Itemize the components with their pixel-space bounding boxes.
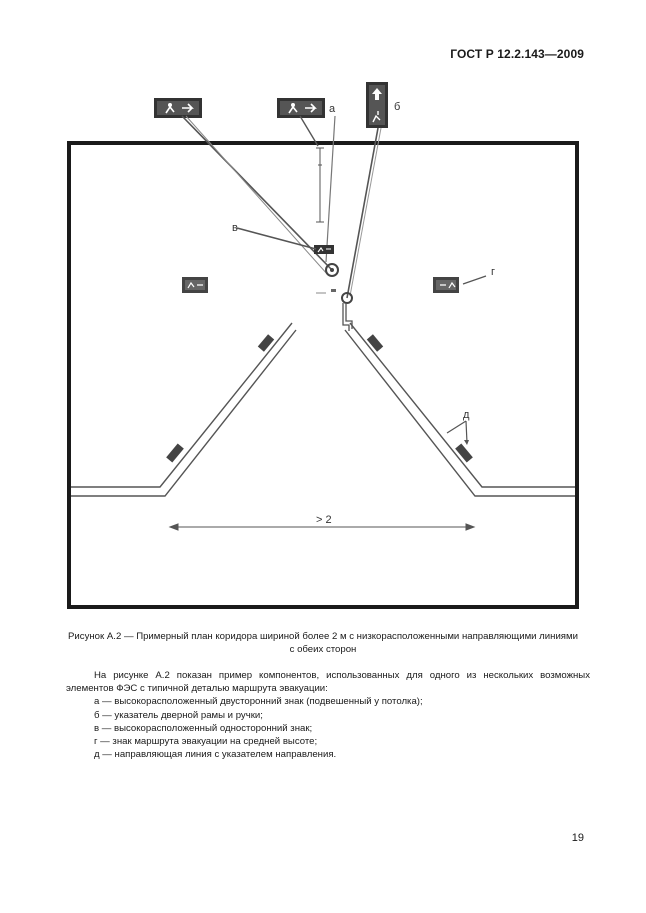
page-number: 19 <box>571 832 584 844</box>
guide-indicator-right-lower <box>455 444 473 463</box>
one-sided-sign <box>314 245 334 254</box>
label-a: а <box>329 103 336 115</box>
list-item: в — высокорасположенный односторонний знак; <box>94 722 313 734</box>
corridor-frame <box>69 143 577 607</box>
height-indicator <box>316 148 324 222</box>
list-item: д — направляющая линия с указателем направления. <box>94 749 337 761</box>
list-item: б — указатель дверной рамы и ручки; <box>94 709 263 721</box>
label-g: г <box>491 266 496 278</box>
guide-indicator-right-upper <box>367 334 383 351</box>
body-intro: На рисунке А.2 показан пример компонентов, использованных для одного из нескольких возможных элементов ФЭС с типичной деталью маршрута эвакуации: <box>66 670 590 695</box>
standard-code: ГОСТ Р 12.2.143—2009 <box>450 47 584 61</box>
mid-height-sign-right <box>433 277 459 293</box>
mid-height-sign-left <box>182 277 208 293</box>
label-b: б <box>394 101 401 113</box>
door-frame-sign <box>366 82 388 128</box>
label-d: д <box>463 409 470 421</box>
body-text <box>66 669 590 761</box>
label-v: в <box>232 222 238 234</box>
figure-caption: Рисунок А.2 — Примерный план коридора шириной более 2 м с низкорасположенными направляющими линиями с обеих сторон <box>68 631 578 655</box>
label-width: > 2 <box>316 514 332 526</box>
exit-sign-left <box>154 98 202 118</box>
exit-sign-double <box>277 98 325 118</box>
list-item: г — знак маршрута эвакуации на средней высоте; <box>94 736 318 748</box>
list-item: а — высокорасположенный двусторонний знак (подвешенный у потолка); <box>94 696 423 708</box>
